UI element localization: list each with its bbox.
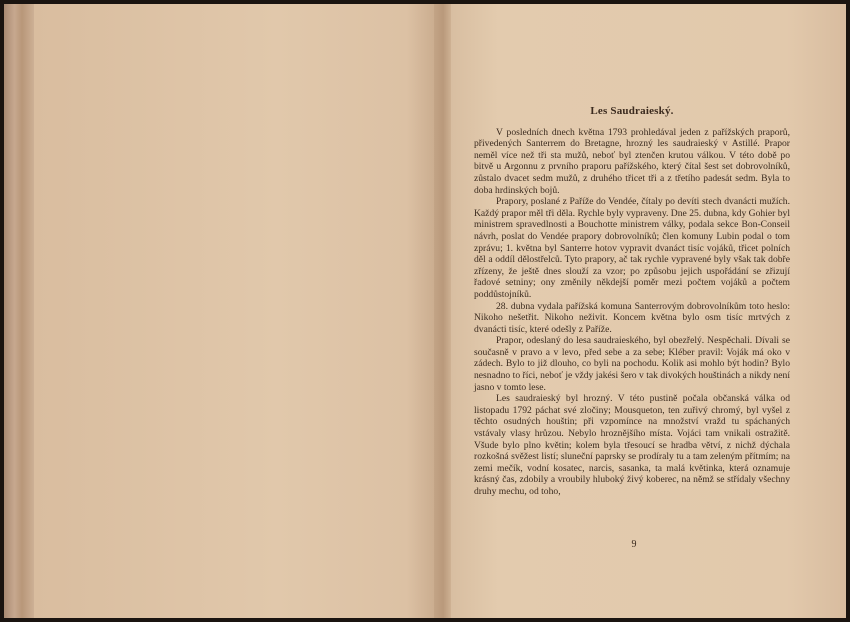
chapter-title: Les Saudraieský.: [590, 105, 674, 117]
left-page-blank: [34, 4, 439, 618]
paragraph-1: V posledních dnech května 1793 prohledával jeden z pařížských praporů, přivedených Santerrem do Bretagne, hrozný les saudraieský v Astillé. Prapor neměl více než tři sta mužů, neboť byl ztenčen krutou válkou. V této době po bitvě u Argonnu z prvního praporu pařížského, který čítal šest set dobrovolníků, zůstalo dvacet sedm mužů, z druhého třicet tři a z třetího padesát sedm. Byla to doba hrdinských bojů.: [474, 126, 790, 196]
paragraph-2: Prapory, poslané z Paříže do Vendée, čítaly po devíti stech dvanácti mužích. Každý prapor měl tři děla. Rychle byly vypraveny. Dne 25. dubna, kdy Gohier byl ministrem spravedlnosti a Bouchotte ministrem války, podala sekce Bon-Conseil návrh, poslat do Vendée prapory dobrovolníků; člen komuny Lubin podal o tom zprávu; 1. května byl Santerre hotov vypravit dvanáct tisíc vojáků, třicet polních děl a oddíl dělostřelců. Tyto prapory, ač tak rychle vypravené byly však tak dobře zřízeny, že ještě dnes slouží za vzor; po způsobu jejich uspořádání se zřizují řadové setniny; ony změnily někdejší poměr mezi počtem vojáků a počtem poddůstojníků.: [474, 196, 790, 300]
page-text-block: [474, 106, 790, 498]
paragraph-3: 28. dubna vydala pařížská komuna Santerrovým dobrovolníkům toto heslo: Nikoho nešetřit. Nikoho neživit. Koncem května bylo osm tisíc mrtvých z dvanácti tisíc, které odešly z Paříže.: [474, 300, 790, 335]
page-number: 9: [631, 539, 637, 550]
paragraph-4: Prapor, odeslaný do lesa saudraieského, byl obezřelý. Nespěchali. Dívali se současně v pravo a v levo, před sebe a za sebe; Kléber pravil: Voják má oko v zádech. Bylo to již dlouho, co byli na pochodu. Kolik asi mohlo být hodin? Bylo nesnadno to říci, neboť je vždy jakési šero v tak divokých houštinách a nikdy není jasno v tomto lese.: [474, 335, 790, 393]
paragraph-5: Les saudraieský byl hrozný. V této pustině počala občanská válka od listopadu 1792 páchat své zločiny; Mousqueton, ten zuřivý chromý, byl vyšel z těchto osudných houštin; při vzpomínce na množství vražd tu spáchaných vstávaly vlasy hrůzou. Nebylo hroznějšího místa. Vojáci tam vnikali ostražitě. Všude bylo plno květin; kolem byla třesoucí se hradba větví, z nichž dýchala rozkošná svěžest listí; sluneční paprsky se prodíraly tu a tam zeleným přítmím; na zemi mečík, vodní kosatec, narcis, sasanka, ta malá květinka, která oznamuje krásný čas, zdobily a vroubily hluboký živý koberec, na němž se střídaly všechny druhy mechu, od toho,: [474, 393, 790, 497]
book-page-edges: [4, 4, 34, 618]
